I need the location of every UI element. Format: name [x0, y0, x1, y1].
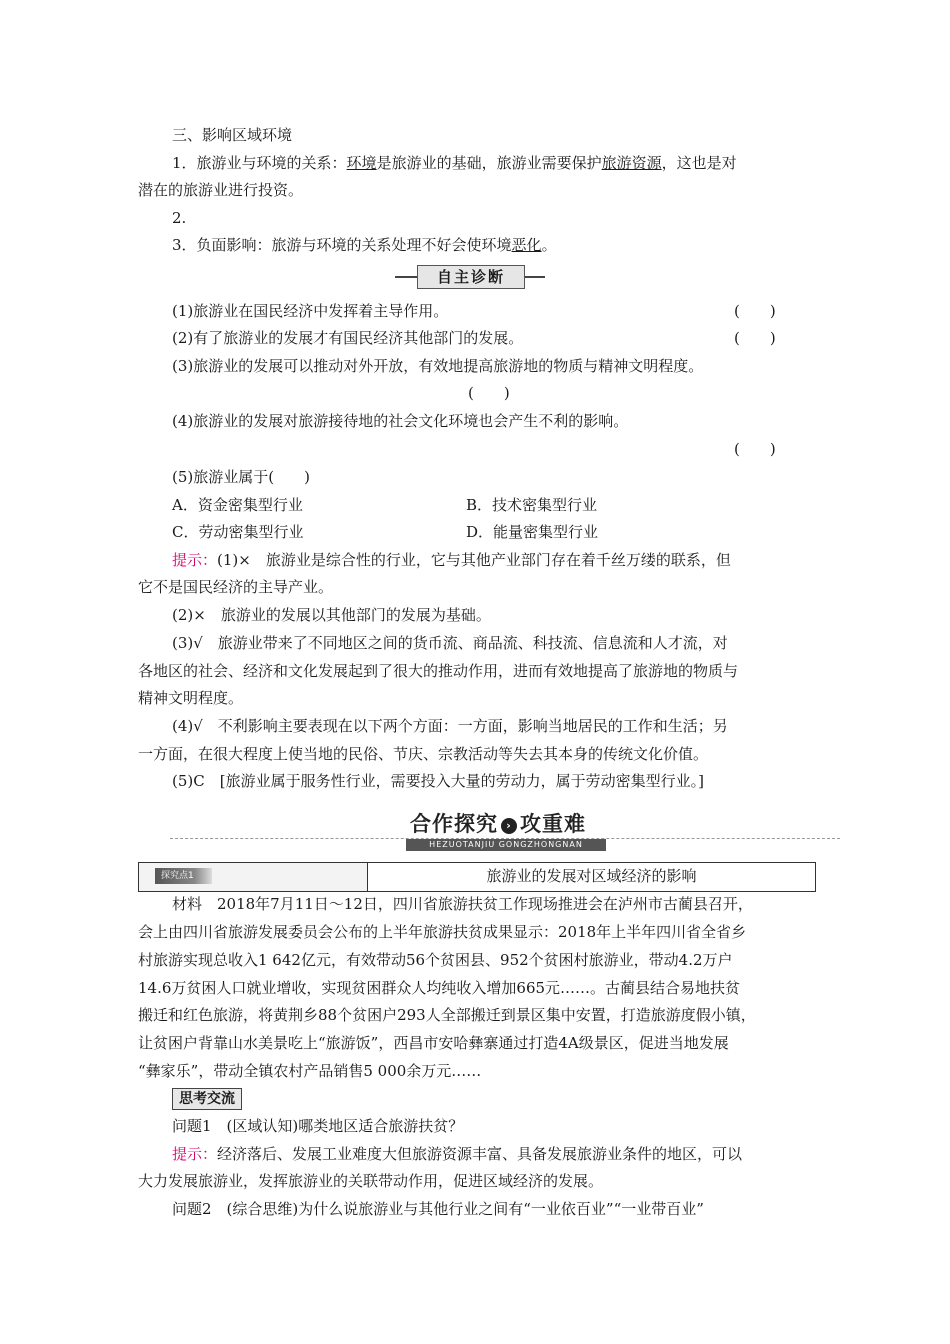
text: (1)× 旅游业是综合性的行业，它与其他产业部门存在着千丝万缕的联系，但 [217, 551, 731, 569]
hint-2: (2)× 旅游业的发展以其他部门的发展为基础。 [172, 606, 491, 624]
think-question-1: 问题1 (区域认知)哪类地区适合旅游扶贫？ [172, 1117, 464, 1135]
coop-title [410, 808, 600, 836]
hint-label: 提示： [172, 551, 218, 569]
banner-label: 自主诊断 [417, 265, 525, 289]
question-2: (2)有了旅游业的发展才有国民经济其他部门的发展。 [172, 329, 524, 347]
chevron-icon: › [501, 818, 517, 834]
underlined-term: 恶化 [511, 236, 542, 254]
hint-4-cont: 一方面，在很大程度上使当地的民俗、节庆、宗教活动等失去其本身的传统文化价值。 [138, 745, 709, 763]
text: 1．旅游业与环境的关系： [172, 154, 347, 172]
hint-3-cont2: 精神文明程度。 [138, 689, 244, 707]
probe-label-cell [139, 863, 368, 891]
answer-paren-1: ( ) [734, 302, 776, 320]
material-line-2: 会上由四川省旅游发展委员会公布的上半年旅游扶贫成果显示：2018年上半年四川省全省乡 [138, 923, 747, 941]
section-line-2: 2. [172, 209, 187, 227]
probe-heading: 旅游业的发展对区域经济的影响 [486, 867, 697, 885]
hint-label: 提示： [172, 1145, 218, 1163]
answer-paren-3: ( ) [468, 384, 510, 402]
hint-3-cont: 各地区的社会、经济和文化发展起到了很大的推动作用，进而有效地提高了旅游地的物质与 [138, 662, 739, 680]
underlined-term: 旅游资源 [601, 154, 662, 172]
hint-1-cont: 它不是国民经济的主导产业。 [138, 578, 334, 596]
underlined-term: 环境 [346, 154, 377, 172]
probe-point-box [138, 862, 816, 892]
section-line-1-cont: 潜在的旅游业进行投资。 [138, 181, 304, 199]
section-title: 三、影响区域环境 [172, 126, 293, 144]
section-line-1 [172, 152, 737, 174]
think-question-2: 问题2 (综合思维)为什么说旅游业与其他行业之间有“一业依百业”“一业带百业” [172, 1200, 704, 1218]
material-line-4: 14.6万贫困人口就业增收，实现贫困群众人均纯收入增加665元……。古蔺县结合易地扶贫 [138, 979, 741, 997]
coop-title-a: 合作探究 [410, 812, 498, 836]
section-line-3 [172, 234, 557, 256]
probe-tag: 探究点1 [155, 868, 212, 884]
coop-banner [170, 808, 840, 856]
text: 。 [541, 236, 557, 254]
material-line-3: 村旅游实现总收入1 642亿元，有效带动56个贫困县、952个贫困村旅游业，带动4.2万户 [138, 951, 733, 969]
coop-subtitle: HEZUOTANJIU GONGZHONGNAN [406, 839, 606, 851]
answer-paren-2: ( ) [734, 329, 776, 347]
text: ，这也是对 [661, 154, 737, 172]
think-answer-1-cont: 大力发展旅游业，发挥旅游业的关联带动作用，促进区域经济的发展。 [138, 1172, 604, 1190]
self-diagnosis-banner [395, 265, 545, 289]
answer-paren-4: ( ) [734, 440, 776, 458]
think-exchange-label: 思考交流 [172, 1088, 242, 1110]
material-line-6: 让贫困户背靠山水美景吃上“旅游饭”，西昌市安哈彝寨通过打造4A级景区，促进当地发展 [138, 1034, 729, 1052]
option-c: C．劳动密集型行业 [172, 523, 304, 541]
question-1: (1)旅游业在国民经济中发挥着主导作用。 [172, 302, 449, 320]
text: 3．负面影响：旅游与环境的关系处理不好会使环境 [172, 236, 512, 254]
hint-5: (5)C [旅游业属于服务性行业，需要投入大量的劳动力，属于劳动密集型行业。] [172, 772, 704, 790]
question-5: (5)旅游业属于( ) [172, 468, 310, 486]
hint-4: (4)√ 不利影响主要表现在以下两个方面：一方面，影响当地居民的工作和生活；另 [172, 717, 728, 735]
hint-3: (3)√ 旅游业带来了不同地区之间的货币流、商品流、科技流、信息流和人才流，对 [172, 634, 728, 652]
think-answer-1 [172, 1143, 742, 1165]
material-line-1: 材料 2018年7月11日～12日，四川省旅游扶贫工作现场推进会在泸州市古蔺县召开， [172, 895, 753, 913]
coop-title-b: 攻重难 [520, 812, 586, 836]
text: 经济落后、发展工业难度大但旅游资源丰富、具备发展旅游业条件的地区，可以 [217, 1145, 743, 1163]
option-d: D．能量密集型行业 [466, 523, 599, 541]
question-4: (4)旅游业的发展对旅游接待地的社会文化环境也会产生不利的影响。 [172, 412, 629, 430]
option-b: B．技术密集型行业 [466, 496, 598, 514]
text: 是旅游业的基础，旅游业需要保护 [376, 154, 602, 172]
option-a: A．资金密集型行业 [172, 496, 303, 514]
material-line-7: “彝家乐”，带动全镇农村产品销售5 000余万元…… [138, 1062, 482, 1080]
hint-1 [172, 549, 731, 571]
material-line-5: 搬迁和红色旅游，将黄荆乡88个贫困户293人全部搬迁到景区集中安置，打造旅游度假小镇， [138, 1006, 756, 1024]
question-3: (3)旅游业的发展可以推动对外开放，有效地提高旅游地的物质与精神文明程度。 [172, 357, 704, 375]
